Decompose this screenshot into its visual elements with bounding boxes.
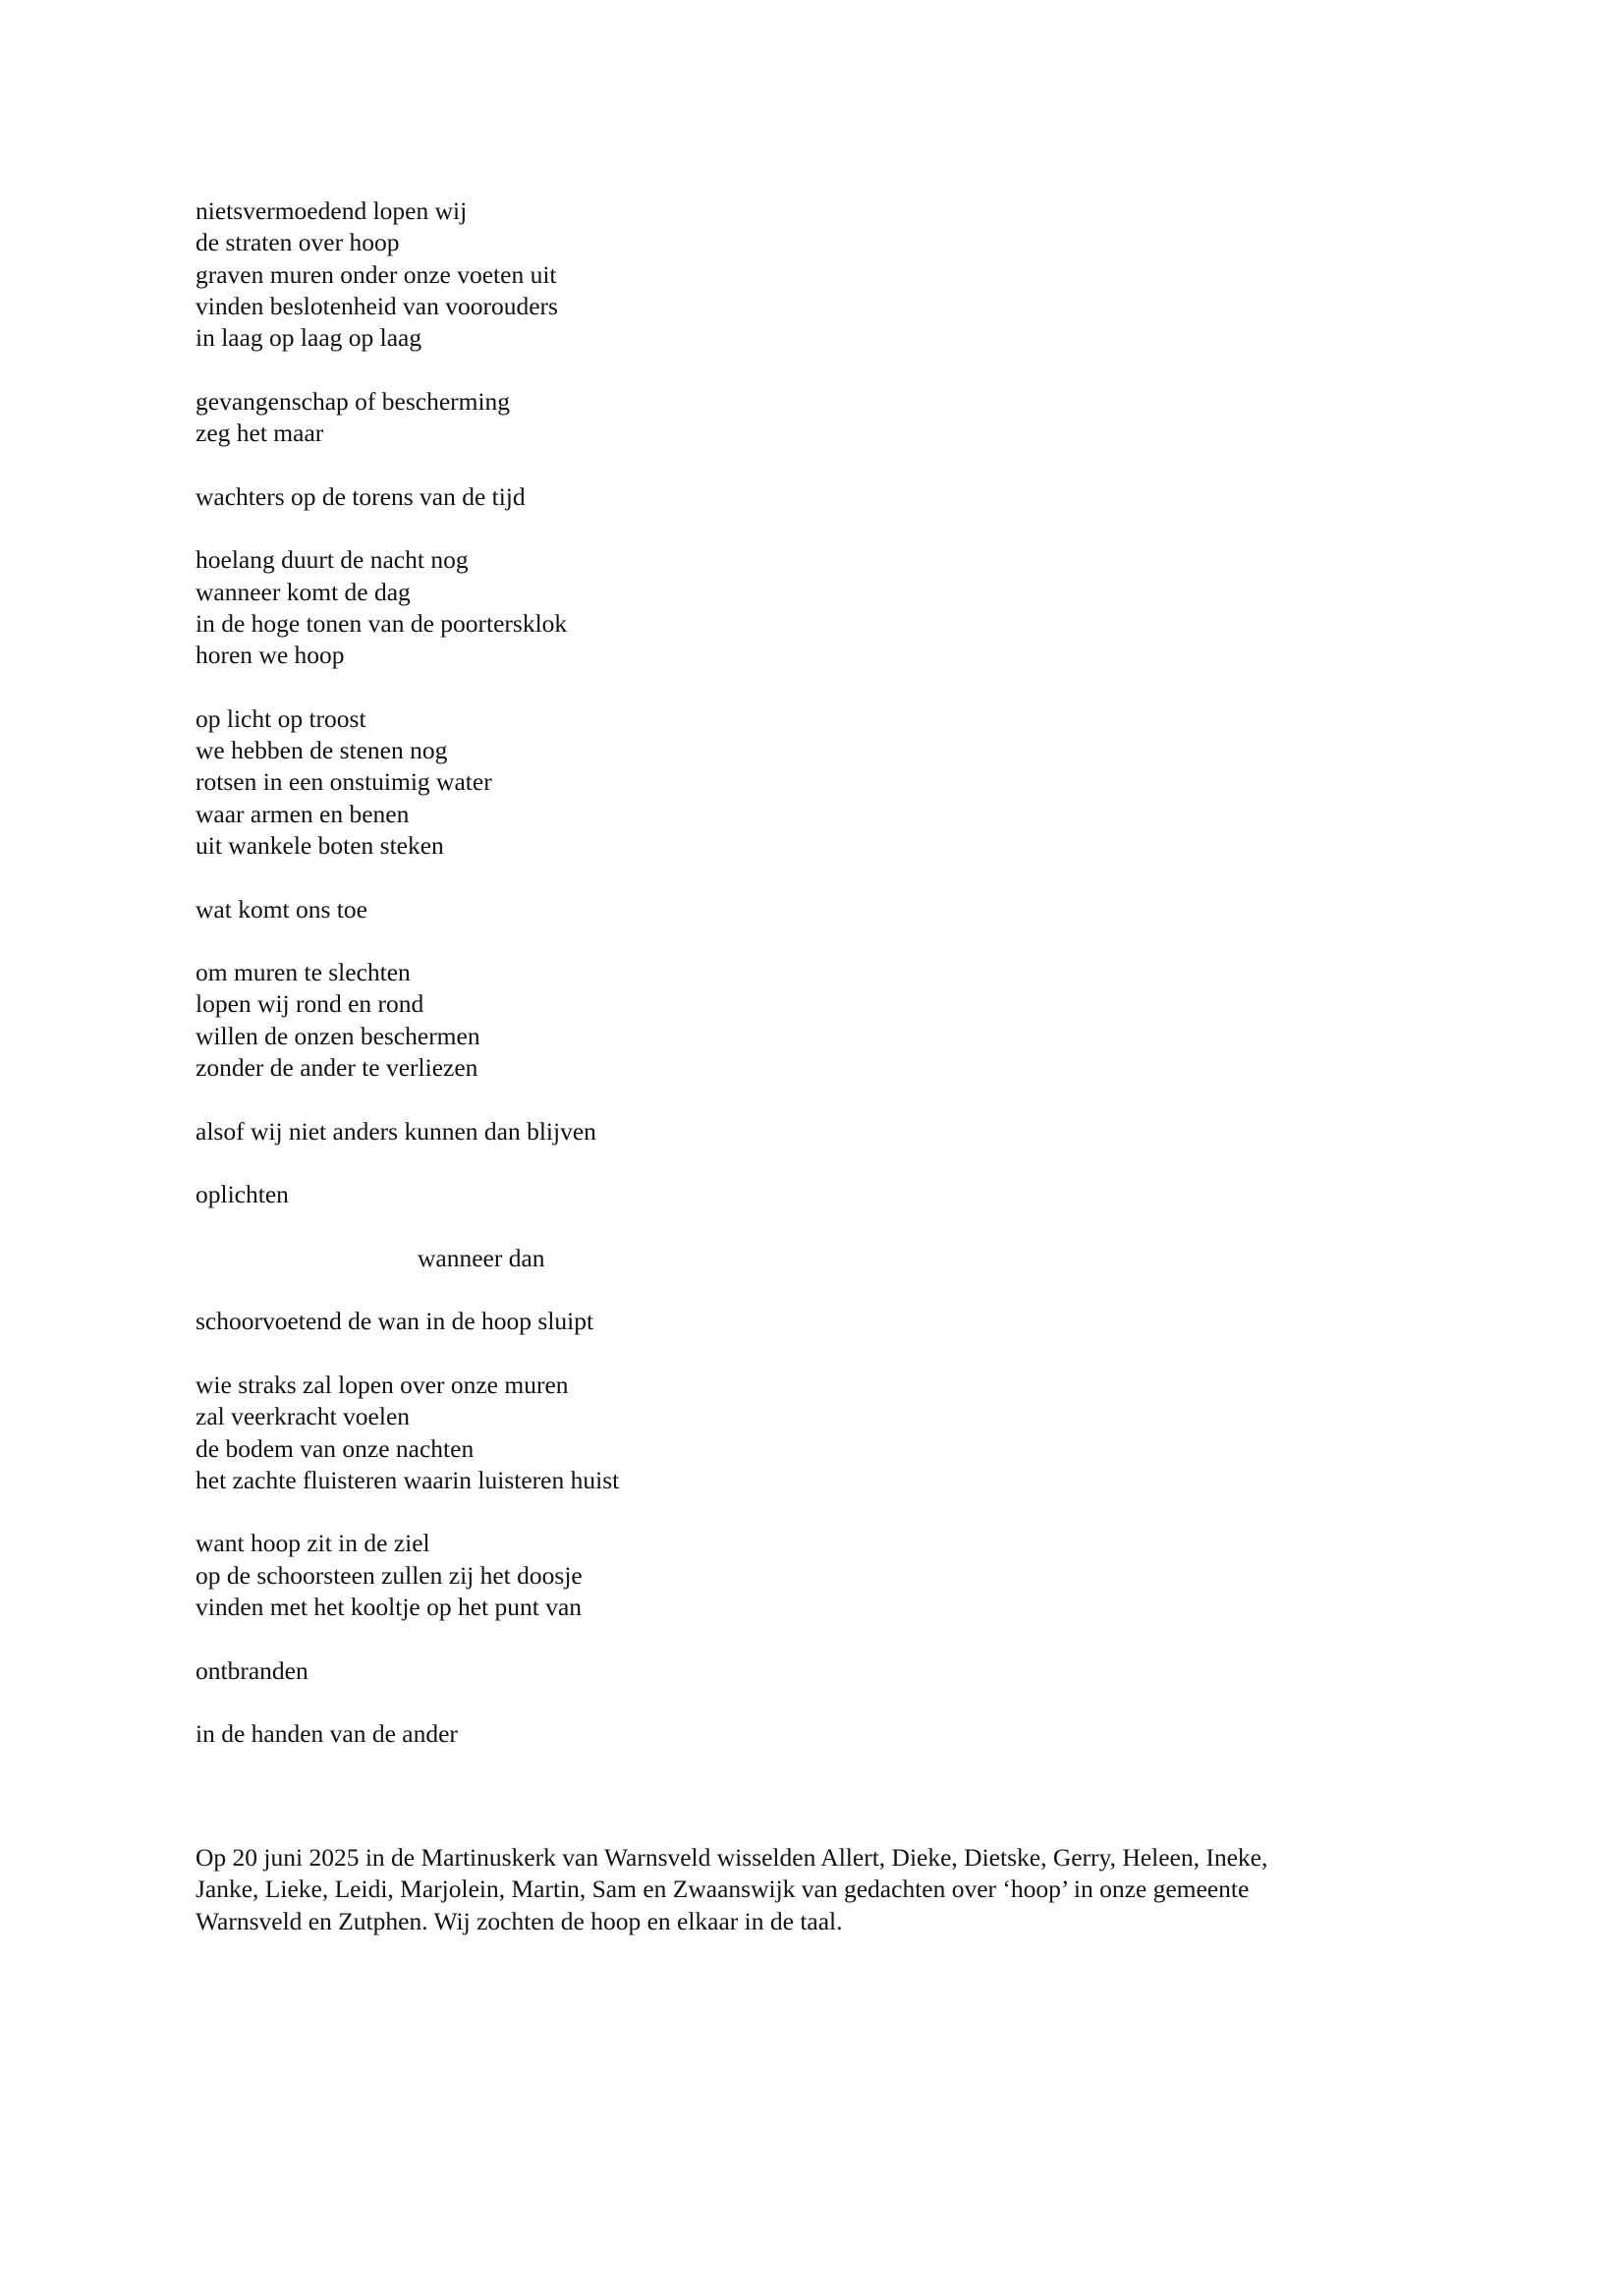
- poem-line: op licht op troost: [196, 703, 366, 733]
- poem-line: uit wankele boten steken: [196, 830, 444, 860]
- poem-stanza: [196, 544, 1433, 671]
- poem-line: ontbranden: [196, 1655, 308, 1685]
- poem-line: want hoop zit in de ziel: [196, 1529, 430, 1558]
- poem-stanza: [196, 481, 1433, 513]
- poem-line: in de hoge tonen van de poortersklok: [196, 608, 568, 638]
- poem-line: nietsvermoedend lopen wij: [196, 196, 468, 225]
- poem-line: wachters op de torens van de tijd: [196, 481, 526, 511]
- poem-stanza: [196, 386, 1433, 450]
- poem-stanza: [196, 1179, 1433, 1210]
- closing-note: [196, 1842, 1433, 1937]
- poem-stanza: [196, 1370, 1433, 1496]
- note-line: Op 20 juni 2025 in de Martinuskerk van Warnsveld wisselden Allert, Dieke, Dietske, Gerry, Heleen, Ineke,: [196, 1843, 1268, 1872]
- poem-line: oplichten: [196, 1180, 289, 1209]
- poem-stanza: [196, 1528, 1433, 1623]
- poem-line: horen we hoop: [196, 641, 345, 670]
- poem-stanza: [196, 703, 1433, 862]
- poem-line: vinden beslotenheid van voorouders: [196, 291, 558, 320]
- poem-line: rotsen in een onstuimig water: [196, 767, 492, 797]
- poem-line: op de schoorsteen zullen zij het doosje: [196, 1560, 583, 1590]
- note-line: Warnsveld en Zutphen. Wij zochten de hoop en elkaar in de taal.: [196, 1906, 843, 1935]
- poem-line: vinden met het kooltje op het punt van: [196, 1593, 583, 1622]
- poem-stanza: [196, 1116, 1433, 1148]
- poem-line: waar armen en benen: [196, 799, 410, 828]
- poem-stanza-indented: [196, 1243, 1433, 1274]
- poem-stanza: [196, 1306, 1433, 1337]
- poem-stanza: [196, 957, 1433, 1084]
- poem-line: wanneer komt de dag: [196, 577, 411, 606]
- poem-line: zeg het maar: [196, 419, 324, 448]
- poem-line-indented: wanneer dan: [418, 1243, 545, 1272]
- note-line: Janke, Lieke, Leidi, Marjolein, Martin, Sam en Zwaanswijk van gedachten over ‘hoop’ in onze gemeente: [196, 1875, 1250, 1904]
- poem-line: het zachte fluisteren waarin luisteren huist: [196, 1465, 620, 1494]
- poem-line: wat komt ons toe: [196, 894, 367, 924]
- poem-line: we hebben de stenen nog: [196, 736, 448, 765]
- poem-line: hoelang duurt de nacht nog: [196, 545, 469, 575]
- poem-line: schoorvoetend de wan in de hoop sluipt: [196, 1307, 594, 1336]
- poem-line: om muren te slechten: [196, 958, 411, 987]
- poem-stanza: [196, 894, 1433, 925]
- poem-line: willen de onzen beschermen: [196, 1021, 480, 1050]
- poem-stanza: [196, 1718, 1433, 1750]
- poem-line: in de handen van de ander: [196, 1719, 458, 1749]
- poem-line: de straten over hoop: [196, 228, 400, 257]
- poem-line: wie straks zal lopen over onze muren: [196, 1370, 569, 1399]
- poem-stanza: [196, 196, 1433, 354]
- poem-line: graven muren onder onze voeten uit: [196, 259, 557, 289]
- poem-line: zonder de ander te verliezen: [196, 1053, 478, 1083]
- poem-line: alsof wij niet anders kunnen dan blijven: [196, 1116, 596, 1146]
- poem-stanza: [196, 1655, 1433, 1687]
- poem-line: in laag op laag op laag: [196, 323, 422, 353]
- poem-line: de bodem van onze nachten: [196, 1433, 475, 1463]
- poem-line: gevangenschap of bescherming: [196, 386, 511, 416]
- poem-line: lopen wij rond en rond: [196, 989, 424, 1019]
- poem: [196, 196, 1433, 1782]
- poem-line: zal veerkracht voelen: [196, 1402, 411, 1431]
